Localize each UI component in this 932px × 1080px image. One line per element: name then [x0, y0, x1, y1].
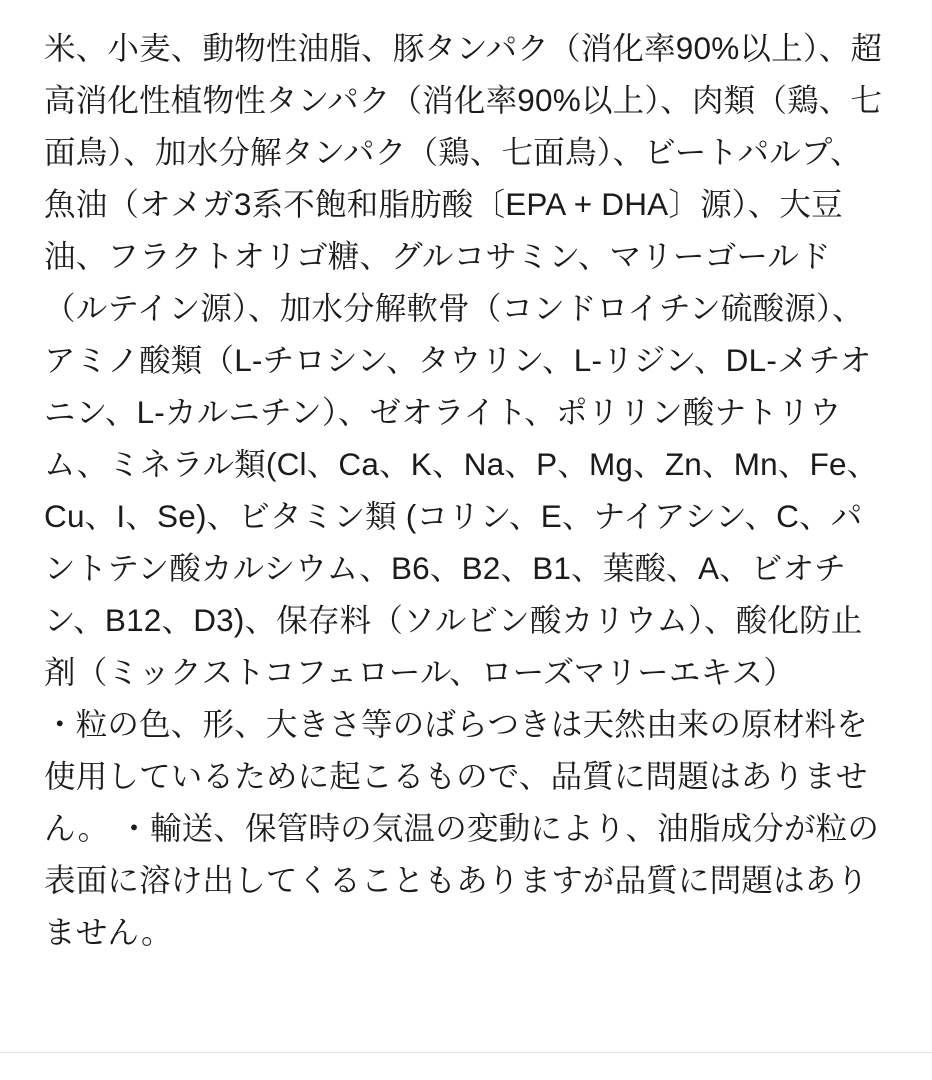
product-notes-paragraph: ・粒の色、形、大きさ等のばらつきは天然由来の原材料を使用しているために起こるもので、品質に問題はありません。 ・輸送、保管時の気温の変動により、油脂成分が粒の表面に溶け出してくることもありますが品質に問題はありません。 — [44, 706, 880, 950]
ingredients-paragraph: 米、小麦、動物性油脂、豚タンパク（消化率90%以上）、超高消化性植物性タンパク（消化率90%以上）、肉類（鶏、七面鳥）、加水分解タンパク（鶏、七面鳥）、ビートパルプ、魚油（オメガ3系不飽和脂肪酸〔EPA + DHA〕源）、大豆油、フラクトオリゴ糖、グルコサミン、マリーゴールド（ルテイン源）、加水分解軟骨（コンドロイチン硫酸源）、アミノ酸類（L-チロシン、タウリン、L-リジン、DL-メチオニン、L-カルニチン）、ゼオライト、ポリリン酸ナトリウム、ミネラル類(Cl、Ca、K、Na、P、Mg、Zn、Mn、Fe、Cu、I、Se)、ビタミン類 (コリン、E、ナイアシン、C、パントテン酸カルシウム、B6、B2、B1、葉酸、A、ビオチン、B12、D3)、保存料（ソルビン酸カリウム）、酸化防止剤（ミックストコフェロール、ローズマリーエキス） — [44, 30, 883, 690]
product-description-block — [44, 22, 892, 958]
section-divider — [0, 1052, 932, 1053]
